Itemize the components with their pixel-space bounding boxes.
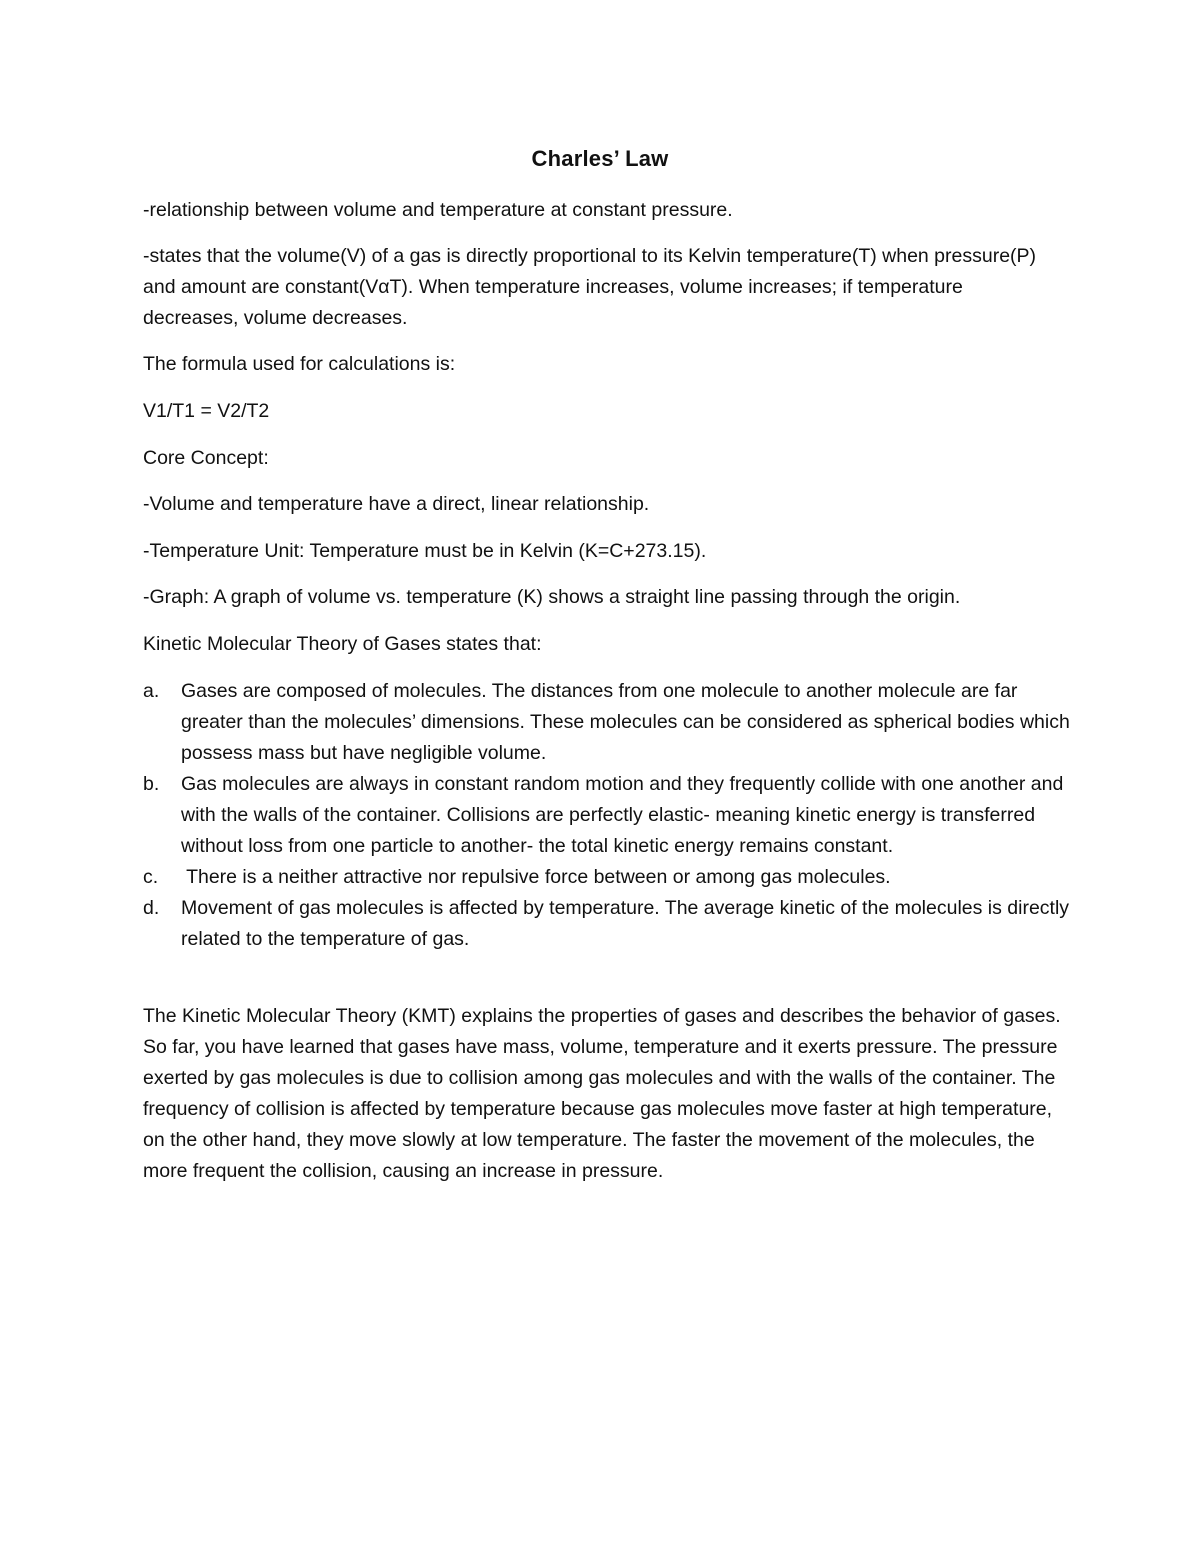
list-item [143,862,1073,893]
list-marker: d. [143,897,160,919]
list-item-text: There is a neither attractive nor repulsive force between or among gas molecules. [181,866,891,888]
concept-line-2: -Temperature Unit: Temperature must be in Kelvin (K=C+273.15). [143,540,707,562]
formula-intro: The formula used for calculations is: [143,353,456,375]
definition-line-1: -relationship between volume and temperature at constant pressure. [143,199,733,221]
list-item-text: Gases are composed of molecules. The distances from one molecule to another molecule are far greater than the molecules’ dimensions. These molecules can be considered as spherical bodies which possess mass but have negligible volume. [181,680,1070,764]
closing-paragraph: The Kinetic Molecular Theory (KMT) explains the properties of gases and describes the behavior of gases. So far, you have learned that gases have mass, volume, temperature and it exerts pressure. The pressure exerted by gas molecules is due to collision among gas molecules and with the walls of the container. The frequency of collision is affected by temperature because gas molecules move faster at high temperature, on the other hand, they move slowly at low temperature. The faster the movement of the molecules, the more frequent the collision, causing an increase in pressure. [143,1005,1061,1182]
list-marker: b. [143,773,160,795]
concept-line-3: -Graph: A graph of volume vs. temperature (K) shows a straight line passing through the origin. [143,586,961,608]
core-concept-heading: Core Concept: [143,447,269,469]
list-marker: c. [143,866,159,888]
kmt-list [143,676,1073,955]
list-item [143,676,1073,769]
list-item-text: Gas molecules are always in constant random motion and they frequently collide with one another and with the walls of the container. Collisions are perfectly elastic- meaning kinetic energy is transferred without loss from one particle to another- the total kinetic energy remains constant. [181,773,1064,857]
formula: V1/T1 = V2/T2 [143,400,270,422]
list-item [143,769,1073,862]
list-item-text: Movement of gas molecules is affected by temperature. The average kinetic of the molecules is directly related to the temperature of gas. [181,897,1070,950]
list-item [143,893,1073,955]
list-marker: a. [143,680,160,702]
concept-line-1: -Volume and temperature have a direct, linear relationship. [143,493,650,515]
kmt-intro: Kinetic Molecular Theory of Gases states that: [143,633,542,655]
definition-line-2: -states that the volume(V) of a gas is directly proportional to its Kelvin temperature(T) when pressure(P) and amount are constant(VαT). When temperature increases, volume increases; if temperature decreases, volume decreases. [143,245,1037,329]
document-title: Charles’ Law [531,146,669,171]
